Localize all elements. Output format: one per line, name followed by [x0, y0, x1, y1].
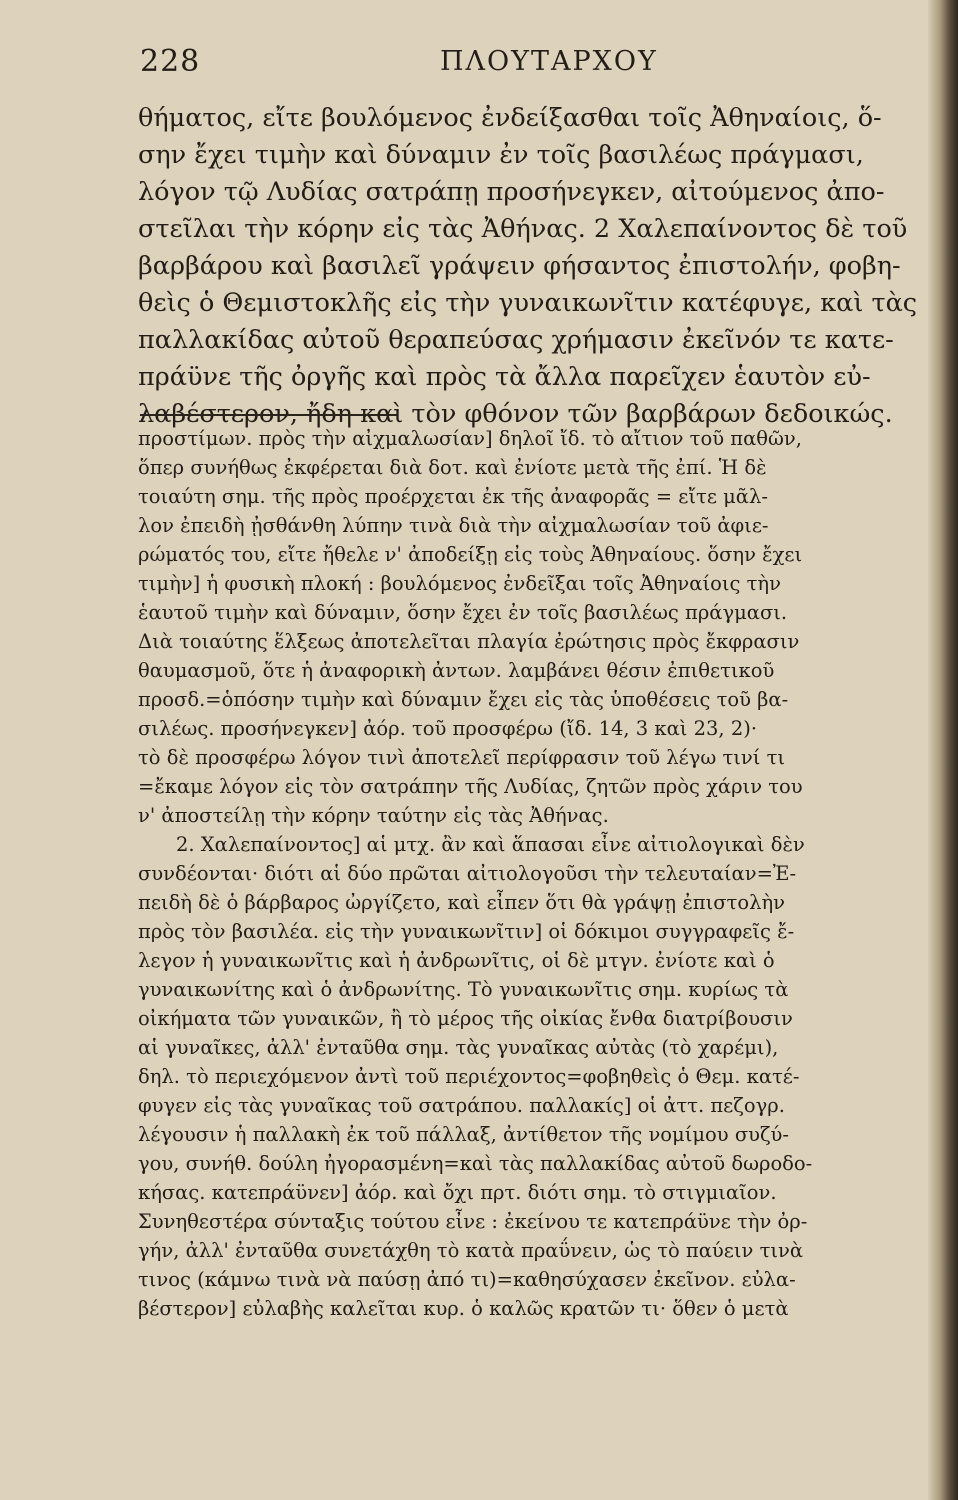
note-line: οἰκήματα τῶν γυναικῶν, ἢ τὸ μέρος τῆς οἰκίας ἔνθα διατρίβουσιν: [138, 1007, 793, 1030]
page-number: 228: [140, 44, 201, 79]
book-spine-shadow: [928, 0, 958, 1500]
commentary-notes: [138, 424, 913, 1323]
note-line: λέγουσιν ἡ παλλακὴ ἐκ τοῦ πάλλαξ, ἀντίθετον τῆς νομίμου συζύ-: [138, 1123, 790, 1146]
note-line: θαυμασμοῦ, ὅτε ἡ ἀναφορικὴ ἀντων. λαμβάνει θέσιν ἐπιθετικοῦ: [138, 659, 775, 682]
note-line: ὅπερ συνήθως ἐκφέρεται διὰ δοτ. καὶ ἐνίοτε μετὰ τῆς ἐπί. Ἡ δὲ: [138, 456, 767, 479]
main-text-line: σην ἔχει τιμὴν καὶ δύναμιν ἐν τοῖς βασιλέως πράγμασι,: [138, 140, 864, 170]
note-line: Διὰ τοιαύτης ἕλξεως ἀποτελεῖται πλαγία ἐρώτησις πρὸς ἔκφρασιν: [138, 630, 800, 653]
running-title: ΠΛΟΥΤΑΡΧΟΥ: [440, 46, 658, 77]
note-line: αἱ γυναῖκες, ἀλλ' ἐνταῦθα σημ. τὰς γυναῖκας αὐτὰς (τὸ χαρέμι),: [138, 1036, 779, 1059]
main-text-line: λαβέστερον, ἤδη καὶ τὸν φθόνον τῶν βαρβάρων δεδοικώς.: [138, 399, 893, 429]
note-line: λον ἐπειδὴ ᾐσθάνθη λύπην τινὰ διὰ τὴν αἰχμαλωσίαν τοῦ ἀφιε-: [138, 514, 769, 537]
main-text-line: θεὶς ὁ Θεμιστοκλῆς εἰς τὴν γυναικωνῖτιν κατέφυγε, καὶ τὰς: [138, 288, 918, 318]
note-line: ν' ἀποστείλῃ τὴν κόρην ταύτην εἰς τὰς Ἀθήνας.: [138, 804, 609, 827]
main-text-line: παλλακίδας αὐτοῦ θεραπεύσας χρήμασιν ἐκεῖνόν τε κατε-: [138, 325, 894, 355]
note-line: γήν, ἀλλ' ἐνταῦθα συνετάχθη τὸ κατὰ πραΰνειν, ὡς τὸ παύειν τινὰ: [138, 1239, 804, 1262]
note-line: =ἔκαμε λόγον εἰς τὸν σατράπην τῆς Λυδίας, ζητῶν πρὸς χάριν του: [138, 775, 803, 798]
main-text-line: βαρβάρου καὶ βασιλεῖ γράψειν φήσαντος ἐπιστολήν, φοβη-: [138, 251, 901, 281]
note-line: Συνηθεστέρα σύνταξις τούτου εἶνε : ἐκείνου τε κατεπράϋνε τὴν ὀρ-: [138, 1210, 808, 1233]
note-line: κήσας. κατεπράϋνεν] ἀόρ. καὶ ὄχι πρτ. διότι σημ. τὸ στιγμιαῖον.: [138, 1181, 777, 1204]
note-paragraph-start: 2. Χαλεπαίνοντος] αἱ μτχ. ἂν καὶ ἅπασαι εἶνε αἰτιολογικαὶ δὲν: [176, 833, 805, 856]
main-text-line: πράϋνε τῆς ὀργῆς καὶ πρὸς τὰ ἄλλα παρεῖχεν ἑαυτὸν εὐ-: [138, 362, 871, 392]
main-text: [138, 100, 918, 433]
note-line: ἑαυτοῦ τιμὴν καὶ δύναμιν, ὅσην ἔχει ἐν τοῖς βασιλέως πράγμασι.: [138, 601, 788, 624]
note-line: πειδὴ δὲ ὁ βάρβαρος ὠργίζετο, καὶ εἶπεν ὅτι θὰ γράψῃ ἐπιστολὴν: [138, 891, 785, 914]
note-line: γου, συνήθ. δούλη ἠγορασμένη=καὶ τὰς παλλακίδας αὐτοῦ δωροδο-: [138, 1152, 813, 1175]
note-line: τὸ δὲ προσφέρω λόγον τινὶ ἀποτελεῖ περίφρασιν τοῦ λέγω τινί τι: [138, 746, 786, 769]
note-line: προστίμων. πρὸς τὴν αἰχμαλωσίαν] δηλοῖ ἴδ. τὸ αἴτιον τοῦ παθῶν,: [138, 427, 802, 450]
note-line: σιλέως. προσήνεγκεν] ἀόρ. τοῦ προσφέρω (ἴδ. 14, 3 καὶ 23, 2)·: [138, 717, 758, 740]
note-line: γυναικωνίτης καὶ ὁ ἀνδρωνίτης. Τὸ γυναικωνῖτις σημ. κυρίως τὰ: [138, 978, 789, 1001]
note-line: προσδ.=ὁπόσην τιμὴν καὶ δύναμιν ἔχει εἰς τὰς ὑποθέσεις τοῦ βα-: [138, 688, 789, 711]
note-line: τινος (κάμνω τινὰ νὰ παύσῃ ἀπό τι)=καθησύχασεν ἐκεῖνον. εὐλα-: [138, 1268, 796, 1291]
note-line: τιμὴν] ἡ φυσικὴ πλοκή : βουλόμενος ἐνδεῖξαι τοῖς Ἀθηναίοις τὴν: [138, 572, 781, 595]
note-line: συνδέονται· διότι αἱ δύο πρῶται αἰτιολογοῦσι τὴν τελευταίαν=Ἐ-: [138, 862, 797, 885]
note-line: δηλ. τὸ περιεχόμενον ἀντὶ τοῦ περιέχοντος=φοβηθεὶς ὁ Θεμ. κατέ-: [138, 1065, 800, 1088]
page-header: [140, 44, 900, 84]
main-text-line: θήματος, εἴτε βουλόμενος ἐνδείξασθαι τοῖς Ἀθηναίοις, ὅ-: [138, 103, 882, 133]
main-text-line: λόγον τῷ Λυδίας σατράπῃ προσήνεγκεν, αἰτούμενος ἀπο-: [138, 177, 885, 207]
note-line: λεγον ἡ γυναικωνῖτις καὶ ἡ ἀνδρωνῖτις, οἱ δὲ μτγν. ἐνίοτε καὶ ὁ: [138, 949, 775, 972]
note-line: φυγεν εἰς τὰς γυναῖκας τοῦ σατράπου. παλλακίς] οἱ ἀττ. πεζογρ.: [138, 1094, 785, 1117]
note-line: πρὸς τὸν βασιλέα. εἰς τὴν γυναικωνῖτιν] οἱ δόκιμοι συγγραφεῖς ἔ-: [138, 920, 795, 943]
note-line: ρώματός του, εἴτε ἤθελε ν' ἀποδείξῃ εἰς τοὺς Ἀθηναίους. ὅσην ἔχει: [138, 543, 803, 566]
footnote-separator-rule: [140, 414, 398, 416]
note-line: βέστερον] εὐλαβὴς καλεῖται κυρ. ὁ καλῶς κρατῶν τι· ὅθεν ὁ μετὰ: [138, 1297, 789, 1320]
main-text-line: στεῖλαι τὴν κόρην εἰς τὰς Ἀθήνας. 2 Χαλεπαίνοντος δὲ τοῦ: [138, 214, 908, 244]
note-line: τοιαύτη σημ. τῆς πρὸς προέρχεται ἐκ τῆς ἀναφορᾶς = εἴτε μᾶλ-: [138, 485, 768, 508]
